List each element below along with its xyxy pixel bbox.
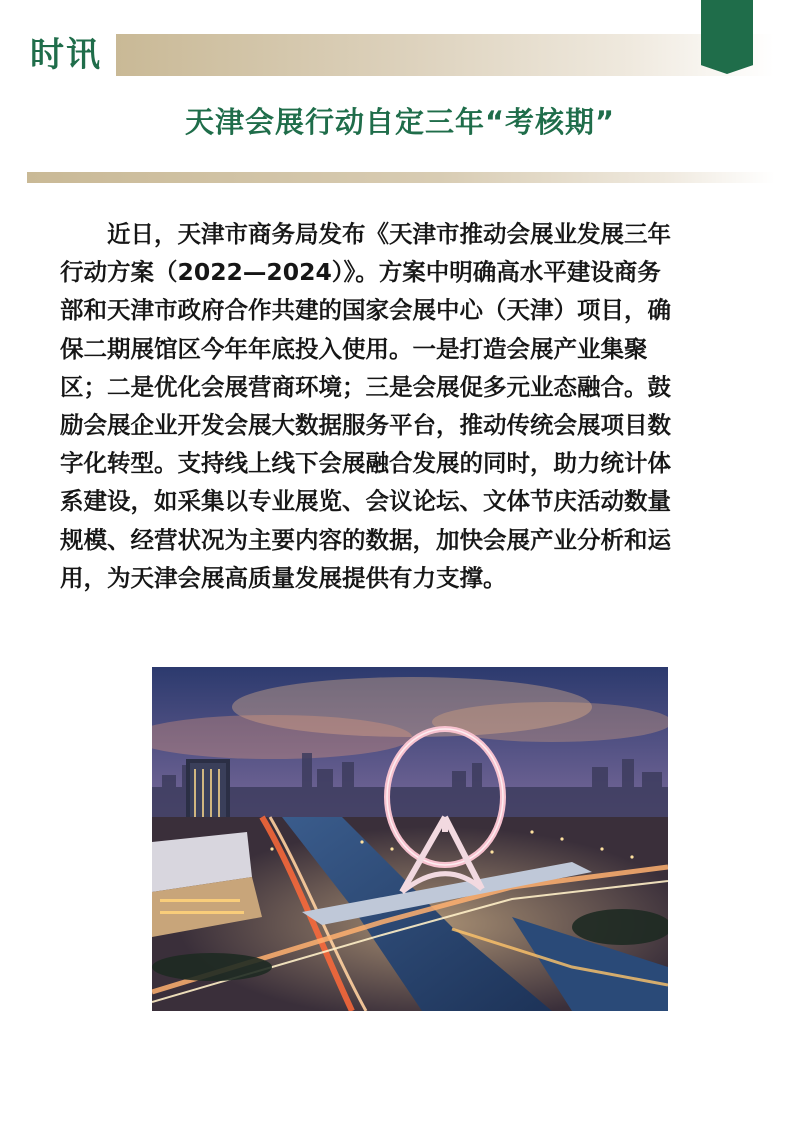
city-skyline-photo: [152, 667, 668, 1011]
header-bar: [116, 34, 774, 76]
title-divider: [27, 172, 775, 183]
section-label: 时讯: [30, 35, 102, 75]
body-line: 行动方案（2022—2024）》。方案中明确高水平建设商务: [60, 258, 661, 287]
body-line: 系建设，如采集以专业展览、会议论坛、文体节庆活动数量: [60, 487, 671, 516]
body-line: 区；二是优化会展营商环境；三是会展促多元业态融合。鼓: [60, 372, 671, 401]
page-title: 天津会展行动自定三年“考核期”: [184, 105, 616, 139]
body-line: 规模、经营状况为主要内容的数据，加快会展产业分析和运: [60, 525, 671, 554]
bookmark-ribbon: [701, 0, 753, 74]
body-line: 保二期展馆区今年年底投入使用。一是打造会展产业集聚: [60, 334, 648, 363]
body-line: 用，为天津会展高质量发展提供有力支撑。: [60, 563, 507, 592]
article-body: [60, 215, 740, 597]
body-line: 字化转型。支持线上线下会展融合发展的同时，助力统计体: [60, 449, 671, 478]
body-line: 部和天津市政府合作共建的国家会展中心（天津）项目，确: [60, 296, 671, 325]
body-line: 励会展企业开发会展大数据服务平台，推动传统会展项目数: [60, 411, 671, 440]
body-line: 近日，天津市商务局发布《天津市推动会展业发展三年: [107, 220, 671, 248]
